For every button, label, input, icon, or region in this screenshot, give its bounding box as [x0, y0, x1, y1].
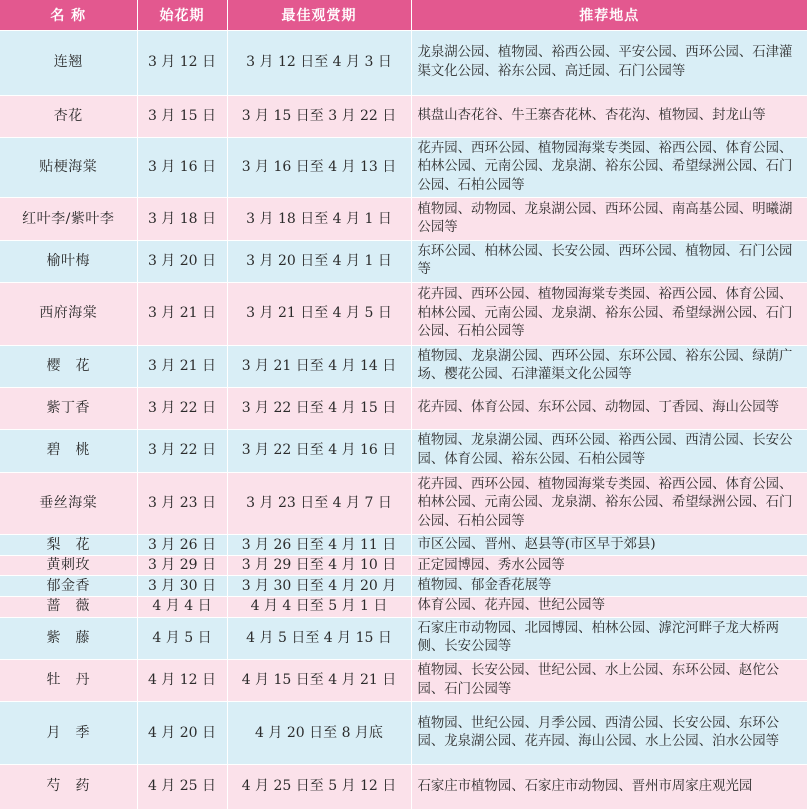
table-row — [0, 660, 807, 702]
best-period: 3 月 22 日至 4 月 16 日 — [227, 430, 411, 472]
start-date: 3 月 29 日 — [137, 556, 227, 576]
best-period: 3 月 15 日至 3 月 22 日 — [227, 95, 411, 137]
best-period: 3 月 26 日至 4 月 11 日 — [227, 535, 411, 556]
best-period: 3 月 29 日至 4 月 10 日 — [227, 556, 411, 576]
best-period: 3 月 16 日至 4 月 13 日 — [227, 137, 411, 198]
recommended-places: 花卉园、西环公园、植物园海棠专类园、裕西公园、体育公园、柏林公园、元南公园、龙泉湖、裕东公园、希望绿洲公园、石门公园、石柏公园等 — [411, 472, 807, 535]
table-row — [0, 430, 807, 472]
recommended-places: 体育公园、花卉园、世纪公园等 — [411, 596, 807, 617]
recommended-places: 石家庄市植物园、石家庄市动物园、晋州市周家庄观光园 — [411, 764, 807, 809]
flower-name: 芍 药 — [0, 764, 137, 809]
table-row — [0, 472, 807, 535]
flower-name: 杏花 — [0, 95, 137, 137]
start-date: 3 月 30 日 — [137, 576, 227, 596]
start-date: 3 月 12 日 — [137, 31, 227, 96]
flower-name: 紫 藤 — [0, 617, 137, 659]
flower-name: 樱 花 — [0, 345, 137, 387]
start-date: 4 月 20 日 — [137, 702, 227, 765]
best-period: 4 月 15 日至 4 月 21 日 — [227, 660, 411, 702]
start-date: 4 月 4 日 — [137, 596, 227, 617]
start-date: 4 月 25 日 — [137, 764, 227, 809]
best-period: 4 月 4 日至 5 月 1 日 — [227, 596, 411, 617]
recommended-places: 石家庄市动物园、北园博园、柏林公园、滹沱河畔子龙大桥两侧、长安公园等 — [411, 617, 807, 659]
table-row — [0, 95, 807, 137]
start-date: 3 月 20 日 — [137, 240, 227, 282]
header-best-period: 最佳观赏期 — [227, 0, 411, 31]
start-date: 3 月 26 日 — [137, 535, 227, 556]
flower-name: 贴梗海棠 — [0, 137, 137, 198]
start-date: 3 月 23 日 — [137, 472, 227, 535]
recommended-places: 花卉园、体育公园、东环公园、动物园、丁香园、海山公园等 — [411, 387, 807, 429]
recommended-places: 植物园、动物园、龙泉湖公园、西环公园、南高基公园、明曦湖公园等 — [411, 198, 807, 240]
start-date: 3 月 21 日 — [137, 283, 227, 346]
start-date: 3 月 15 日 — [137, 95, 227, 137]
best-period: 4 月 20 日至 8 月底 — [227, 702, 411, 765]
recommended-places: 正定园博园、秀水公园等 — [411, 556, 807, 576]
flower-name: 郁金香 — [0, 576, 137, 596]
start-date: 3 月 16 日 — [137, 137, 227, 198]
best-period: 3 月 18 日至 4 月 1 日 — [227, 198, 411, 240]
recommended-places: 植物园、长安公园、世纪公园、水上公园、东环公园、赵佗公园、石门公园等 — [411, 660, 807, 702]
table-row — [0, 702, 807, 765]
table-header-row — [0, 0, 807, 31]
flower-name: 蔷 薇 — [0, 596, 137, 617]
table-row — [0, 137, 807, 198]
table-row — [0, 535, 807, 556]
flower-name: 牡 丹 — [0, 660, 137, 702]
recommended-places: 植物园、世纪公园、月季公园、西清公园、长安公园、东环公园、龙泉湖公园、花卉园、海山公园、水上公园、泊水公园等 — [411, 702, 807, 765]
best-period: 3 月 30 日至 4 月 20 月 — [227, 576, 411, 596]
flower-name: 红叶李/紫叶李 — [0, 198, 137, 240]
recommended-places: 花卉园、西环公园、植物园海棠专类园、裕西公园、体育公园、柏林公园、元南公园、龙泉湖、裕东公园、希望绿洲公园、石门公园、石柏公园等 — [411, 137, 807, 198]
start-date: 4 月 12 日 — [137, 660, 227, 702]
best-period: 4 月 25 日至 5 月 12 日 — [227, 764, 411, 809]
header-places: 推荐地点 — [411, 0, 807, 31]
table-row — [0, 31, 807, 96]
table-row — [0, 283, 807, 346]
flower-name: 梨 花 — [0, 535, 137, 556]
recommended-places: 市区公园、晋州、赵县等(市区早于郊县) — [411, 535, 807, 556]
recommended-places: 植物园、龙泉湖公园、西环公园、东环公园、裕东公园、绿荫广场、樱花公园、石津灌渠文化公园等 — [411, 345, 807, 387]
best-period: 3 月 20 日至 4 月 1 日 — [227, 240, 411, 282]
recommended-places: 东环公园、柏林公园、长安公园、西环公园、植物园、石门公园等 — [411, 240, 807, 282]
best-period: 3 月 21 日至 4 月 5 日 — [227, 283, 411, 346]
flower-name: 紫丁香 — [0, 387, 137, 429]
header-name: 名 称 — [0, 0, 137, 31]
start-date: 3 月 22 日 — [137, 430, 227, 472]
recommended-places: 植物园、郁金香花展等 — [411, 576, 807, 596]
recommended-places: 棋盘山杏花谷、牛王寨杏花林、杏花沟、植物园、封龙山等 — [411, 95, 807, 137]
start-date: 3 月 18 日 — [137, 198, 227, 240]
table-row — [0, 556, 807, 576]
table-row — [0, 198, 807, 240]
recommended-places: 植物园、龙泉湖公园、西环公园、裕西公园、西清公园、长安公园、体育公园、裕东公园、石柏公园等 — [411, 430, 807, 472]
best-period: 3 月 12 日至 4 月 3 日 — [227, 31, 411, 96]
start-date: 3 月 21 日 — [137, 345, 227, 387]
recommended-places: 龙泉湖公园、植物园、裕西公园、平安公园、西环公园、石津灌渠文化公园、裕东公园、高迁园、石门公园等 — [411, 31, 807, 96]
header-start-date: 始花期 — [137, 0, 227, 31]
best-period: 4 月 5 日至 4 月 15 日 — [227, 617, 411, 659]
flower-name: 黄刺玫 — [0, 556, 137, 576]
flower-name: 月 季 — [0, 702, 137, 765]
best-period: 3 月 21 日至 4 月 14 日 — [227, 345, 411, 387]
table-row — [0, 345, 807, 387]
table-row — [0, 576, 807, 596]
table-row — [0, 387, 807, 429]
flower-name: 榆叶梅 — [0, 240, 137, 282]
recommended-places: 花卉园、西环公园、植物园海棠专类园、裕西公园、体育公园、柏林公园、元南公园、龙泉湖、裕东公园、希望绿洲公园、石门公园、石柏公园等 — [411, 283, 807, 346]
start-date: 3 月 22 日 — [137, 387, 227, 429]
start-date: 4 月 5 日 — [137, 617, 227, 659]
table-row — [0, 596, 807, 617]
table-row — [0, 617, 807, 659]
flower-name: 碧 桃 — [0, 430, 137, 472]
flower-name: 垂丝海棠 — [0, 472, 137, 535]
best-period: 3 月 22 日至 4 月 15 日 — [227, 387, 411, 429]
flower-name: 连翘 — [0, 31, 137, 96]
table-row — [0, 764, 807, 809]
table-row — [0, 240, 807, 282]
best-period: 3 月 23 日至 4 月 7 日 — [227, 472, 411, 535]
flower-name: 西府海棠 — [0, 283, 137, 346]
